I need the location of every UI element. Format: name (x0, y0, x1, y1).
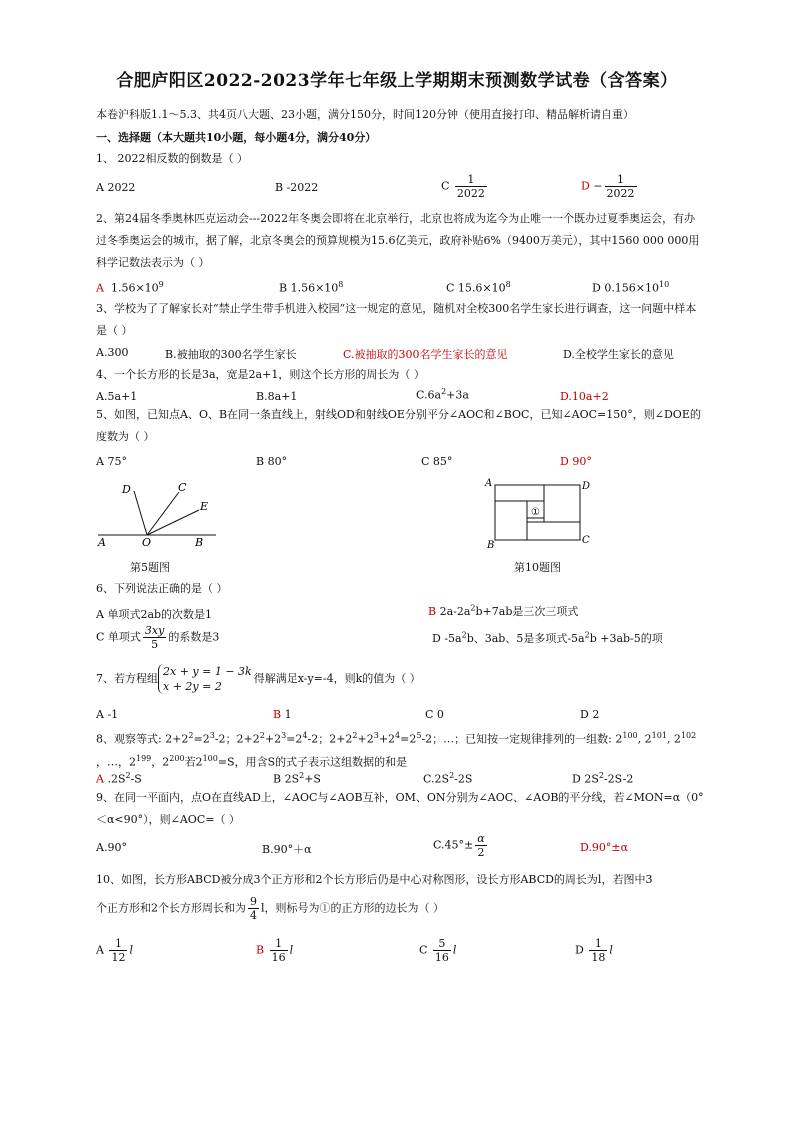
q9-option-c: C.45°± $\frac{\alpha}{2}$ (433, 832, 485, 859)
q2-option-b: B $1.56\times 10^8$ (279, 280, 344, 295)
question-10-line-2: 个正方形和2个长方形周长和为 $\frac{9}{4}$ l，则标号为①的正方形的边长为（ ） (96, 895, 445, 922)
figure-5-caption: 第5题图 (130, 561, 170, 574)
q8-option-d: D $2S^2-2S-2$ (572, 771, 634, 786)
label-d10: D (582, 481, 591, 492)
question-8-line-1: 8、观察等式: $2+2^2=2^3-2$；$2+2^2+2^3=2^4-2$；$2+2^2+2^3+2^4=2^5-2$；…；已知按一定规律排列的一组数: $2^{100}$, $2^{101}$, $2^{102}$ (96, 731, 697, 746)
q5-option-b: B 80° (256, 455, 288, 468)
label-a10: A (485, 478, 493, 489)
q5-option-d: D 90° (560, 455, 592, 468)
question-4: 4、一个长方形的长是3a，宽是2a+1，则这个长方形的周长为（ ） (96, 368, 425, 381)
q3-option-a: A.300 (96, 346, 129, 359)
question-5: 5、如图，已知点A、O、B在同一条直线上，射线OD和射线OE分别平分∠AOC和∠BOC，已知∠AOC=150°，则∠DOE的度数为（ ） (96, 408, 701, 443)
question-3: 3、学校为了了解家长对“禁止学生带手机进入校园”这一规定的意见，随机对全校300名学生家长进行调查，这一问题中样本是（ ） (96, 302, 697, 337)
q7-option-a: A -1 (96, 708, 119, 721)
q10-option-a: A $\frac{1}{12}$ l (96, 937, 133, 964)
q7-option-b: B 1 (273, 708, 292, 721)
q7-option-c: C 0 (425, 708, 444, 721)
q4-option-c: $C.6a^2+3a$ (416, 387, 469, 402)
q10-option-d: D $\frac{1}{18}$ l (575, 937, 613, 964)
figure-5-diagram (92, 478, 222, 550)
q8-option-a: A $.2S^2-S$ (96, 771, 142, 786)
q1-option-c: C $\frac{1}{2022}$ (441, 173, 485, 200)
q8-option-c: $C.2S^2-2S$ (423, 771, 473, 786)
q10-option-c: C $\frac{5}{16}$ l (419, 937, 457, 964)
q5-option-c: C 85° (421, 455, 453, 468)
q1-option-b: B -2022 (275, 181, 319, 194)
label-d: D (122, 483, 131, 496)
q3-option-c: C.被抽取的300名学生家长的意见 (343, 348, 508, 361)
figure-10-caption: 第10题图 (514, 561, 561, 574)
question-8-line-2: ，…，$2^{199}$，$2^{200}$若$2^{100}=S$，用含S的式子表示这组数据的和是 (96, 754, 408, 769)
q2-option-a: A $1.56\times 10^9$ (96, 280, 164, 295)
q1-option-a: A 2022 (96, 181, 136, 194)
question-9: 9、在同一平面内，点O在直线AD上，∠AOC与∠AOB互补，OM、ON分别为∠AOC、∠AOB的平分线，若∠MON=α（0°＜α<90°），则∠AOC=（ ） (96, 791, 704, 826)
q3-option-b: B.被抽取的300名学生家长 (165, 348, 297, 361)
label-square-1: ① (531, 507, 540, 518)
q6-option-a: A 单项式2ab的次数是1 (96, 608, 213, 621)
q9-option-a: A.90° (96, 841, 127, 854)
q4-option-d: D.10a+2 (560, 390, 609, 403)
q5-option-a: A 75° (96, 455, 127, 468)
q4-option-a: A.5a+1 (96, 390, 138, 403)
label-o: O (142, 536, 152, 549)
label-a: A (98, 536, 106, 549)
q9-option-d: D.90°±α (580, 841, 629, 854)
question-7: 7、若方程组 2x + y = 1 − 3k x + 2y = 2 得解满足x-y=-4，则k的值为（ ） (96, 665, 421, 693)
label-c: C (178, 481, 187, 494)
q7-option-d: D 2 (580, 708, 600, 721)
q6-option-b: B $2a-2a^2b+7ab$是三次三项式 (428, 603, 579, 618)
section-heading: 一、选择题（本大题共10小题，每小题4分，满分40分） (96, 131, 377, 144)
q3-option-d: D.全校学生家长的意见 (563, 348, 674, 361)
question-1: 1、 2022相反数的倒数是（ ） (96, 152, 248, 165)
label-b: B (195, 536, 204, 549)
page-title: 合肥庐阳区2022-2023学年七年级上学期期末预测数学试卷（含答案） (116, 71, 678, 91)
q6-option-c: C 单项式 $\frac{3xy}{5}$ 的系数是3 (96, 624, 220, 651)
exam-info: 本卷沪科版1.1～5.3、共4页八大题、23小题，满分150分，时间120分钟（使用直接打印、精品解析请自重） (96, 108, 634, 121)
q4-option-b: B.8a+1 (256, 390, 298, 403)
question-10-line-1: 10、如图，长方形ABCD被分成3个正方形和2个长方形后仍是中心对称图形，设长方形ABCD的周长为l，若图中3 (96, 873, 653, 886)
q1-option-d: D − $\frac{1}{2022}$ (581, 173, 635, 200)
q10-option-b: B $\frac{1}{16}$ l (256, 937, 294, 964)
label-c10: C (582, 535, 590, 546)
label-e: E (200, 500, 209, 513)
q8-option-b: B $2S^2+S$ (273, 771, 321, 786)
question-2: 2、第24届冬季奥林匹克运动会---2022年冬奥会即将在北京举行，北京也将成为迄今为止唯一一个既办过夏季奥运会，有办过冬季奥运会的城市，据了解，北京冬奥会的预算规模为15.6亿美元，政府补贴6%（9400万美元），其中1560 000 000用科学记数法表示为（ ） (96, 212, 700, 269)
question-6: 6、下列说法正确的是（ ） (96, 582, 228, 595)
label-b10: B (487, 540, 495, 551)
q6-option-d: D $-5a^2b$、3ab、5是多项式$-5a^2b +3ab-5$的项 (432, 630, 663, 645)
q2-option-d: D $0.156\times 10^{10}$ (592, 280, 670, 295)
q2-option-c: C $15.6\times 10^8$ (446, 280, 511, 295)
q9-option-b: B.90°＋α (262, 843, 312, 856)
figure-10-diagram (482, 475, 594, 551)
